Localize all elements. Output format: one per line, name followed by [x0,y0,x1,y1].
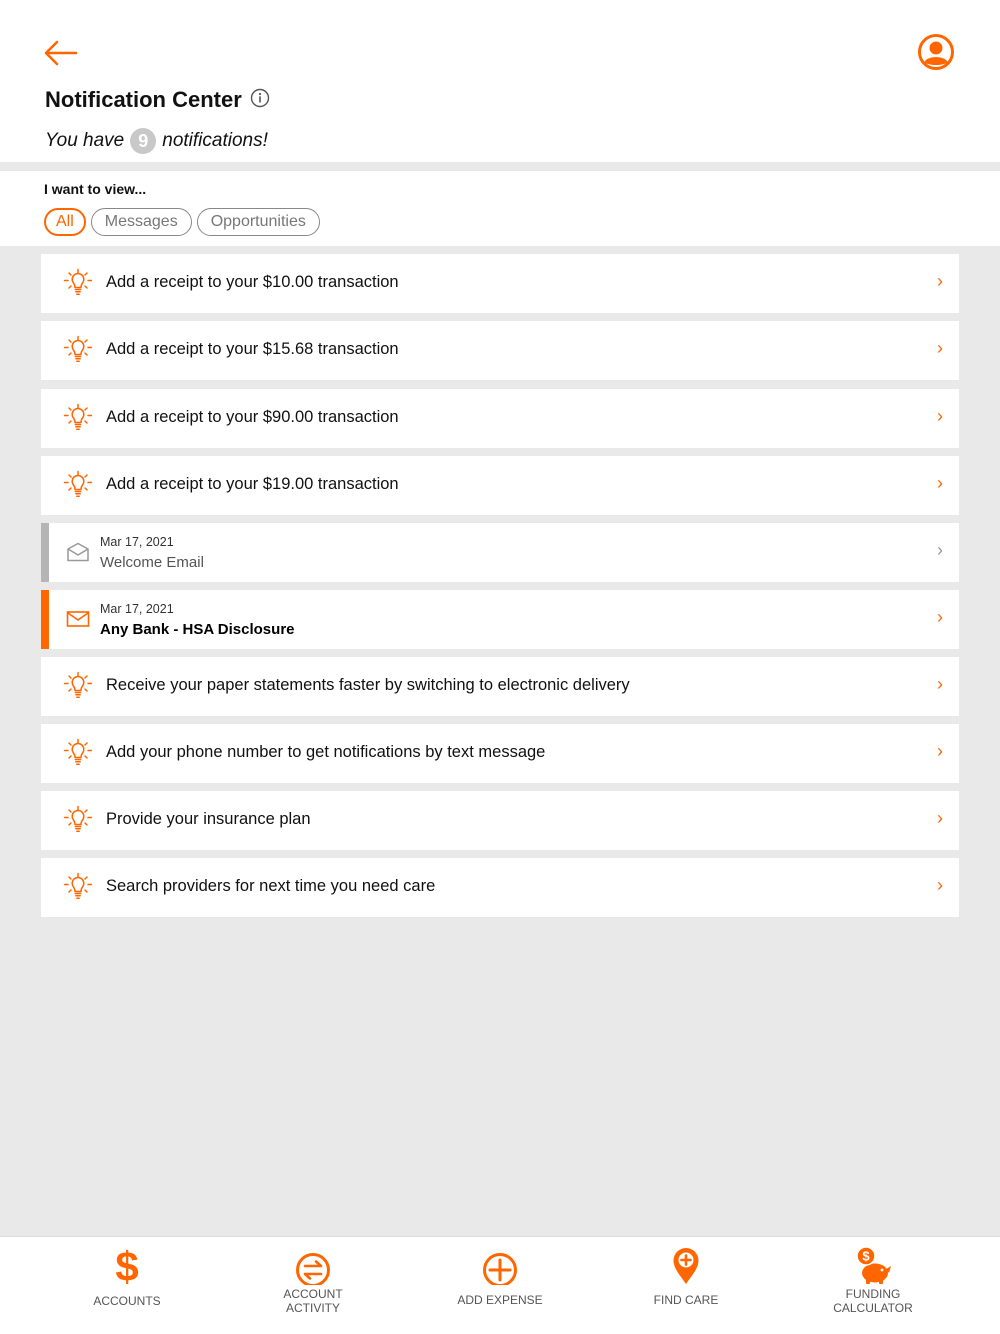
message-item-read[interactable] [41,523,959,582]
nav-add-expense[interactable] [420,1237,580,1334]
notification-text: Add your phone number to get notifications by text message [106,743,546,761]
svg-text:$: $ [115,1245,139,1285]
message-subject: Welcome Email [100,554,204,571]
envelope-icon [66,609,90,629]
nav-account-activity[interactable] [233,1237,393,1334]
nav-label: ACCOUNTS [93,1294,161,1308]
notification-item[interactable] [41,791,959,850]
nav-find-care[interactable] [606,1237,766,1334]
nav-accounts[interactable] [47,1237,207,1334]
lightbulb-icon [63,268,93,298]
chevron-right-icon: › [937,875,943,895]
filter-section [0,171,1000,246]
notification-text: Search providers for next time you need care [106,877,436,895]
lightbulb-icon [63,872,93,902]
back-arrow-icon[interactable] [44,40,78,66]
bottom-nav [0,1236,1000,1334]
notification-text: Add a receipt to your $19.00 transaction [106,475,399,493]
lightbulb-icon [63,470,93,500]
nav-label: ADD EXPENSE [457,1293,543,1307]
notification-item[interactable] [41,724,959,783]
filter-chips [44,208,320,236]
filter-label: I want to view... [44,181,147,197]
piggy-bank-icon [855,1245,891,1285]
title-row [45,87,270,113]
notification-text: Provide your insurance plan [106,810,311,828]
lightbulb-icon [63,335,93,365]
nav-funding-calculator[interactable] [793,1237,953,1334]
unread-indicator-bar [41,590,49,649]
notification-count-line [45,128,268,154]
filter-chip-opportunities[interactable]: Opportunities [197,208,320,236]
lightbulb-icon [63,403,93,433]
message-item-unread[interactable] [41,590,959,649]
chevron-right-icon: › [937,808,943,828]
read-indicator-bar [41,523,49,582]
notification-item[interactable] [41,389,959,448]
nav-label-line2: ACTIVITY [285,1301,340,1315]
notification-item[interactable] [41,657,959,716]
info-icon[interactable] [250,88,270,108]
svg-text:$: $ [862,1248,870,1264]
notification-text: Add a receipt to your $15.68 transaction [106,340,399,358]
nav-label-line1: FUNDING [845,1287,901,1301]
message-date: Mar 17, 2021 [100,535,174,549]
chevron-right-icon: › [937,674,943,694]
chevron-right-icon: › [937,406,943,426]
count-prefix: You have [45,130,125,151]
nav-label-line2: CALCULATOR [833,1301,913,1315]
notification-text: Add a receipt to your $10.00 transaction [106,273,399,291]
lightbulb-icon [63,671,93,701]
chevron-right-icon: › [937,540,943,560]
chevron-right-icon: › [937,271,943,291]
nav-label-line1: ACCOUNT [283,1287,343,1301]
lightbulb-icon [63,738,93,768]
notification-count-badge: 9 [130,128,156,154]
chevron-right-icon: › [937,741,943,761]
dollar-icon [109,1245,145,1285]
chevron-right-icon: › [937,473,943,493]
plus-circle-icon [482,1245,518,1285]
lightbulb-icon [63,805,93,835]
count-suffix: notifications! [162,130,268,151]
nav-label: FIND CARE [653,1293,719,1307]
notification-item[interactable] [41,456,959,515]
envelope-open-icon [66,542,90,562]
notification-text: Add a receipt to your $90.00 transaction [106,408,399,426]
chevron-right-icon: › [937,607,943,627]
message-subject: Any Bank - HSA Disclosure [100,621,295,638]
filter-chip-all[interactable]: All [44,208,86,236]
profile-icon[interactable] [917,33,955,71]
chevron-right-icon: › [937,338,943,358]
filter-chip-messages[interactable]: Messages [91,208,192,236]
message-date: Mar 17, 2021 [100,602,174,616]
notification-item[interactable] [41,321,959,380]
notification-item[interactable] [41,254,959,313]
page-title: Notification Center [45,87,242,112]
notification-text: Receive your paper statements faster by switching to electronic delivery [106,676,630,694]
header [0,0,1000,162]
notification-item[interactable] [41,858,959,917]
location-pin-plus-icon [668,1245,704,1285]
transfer-arrows-icon [295,1245,331,1285]
